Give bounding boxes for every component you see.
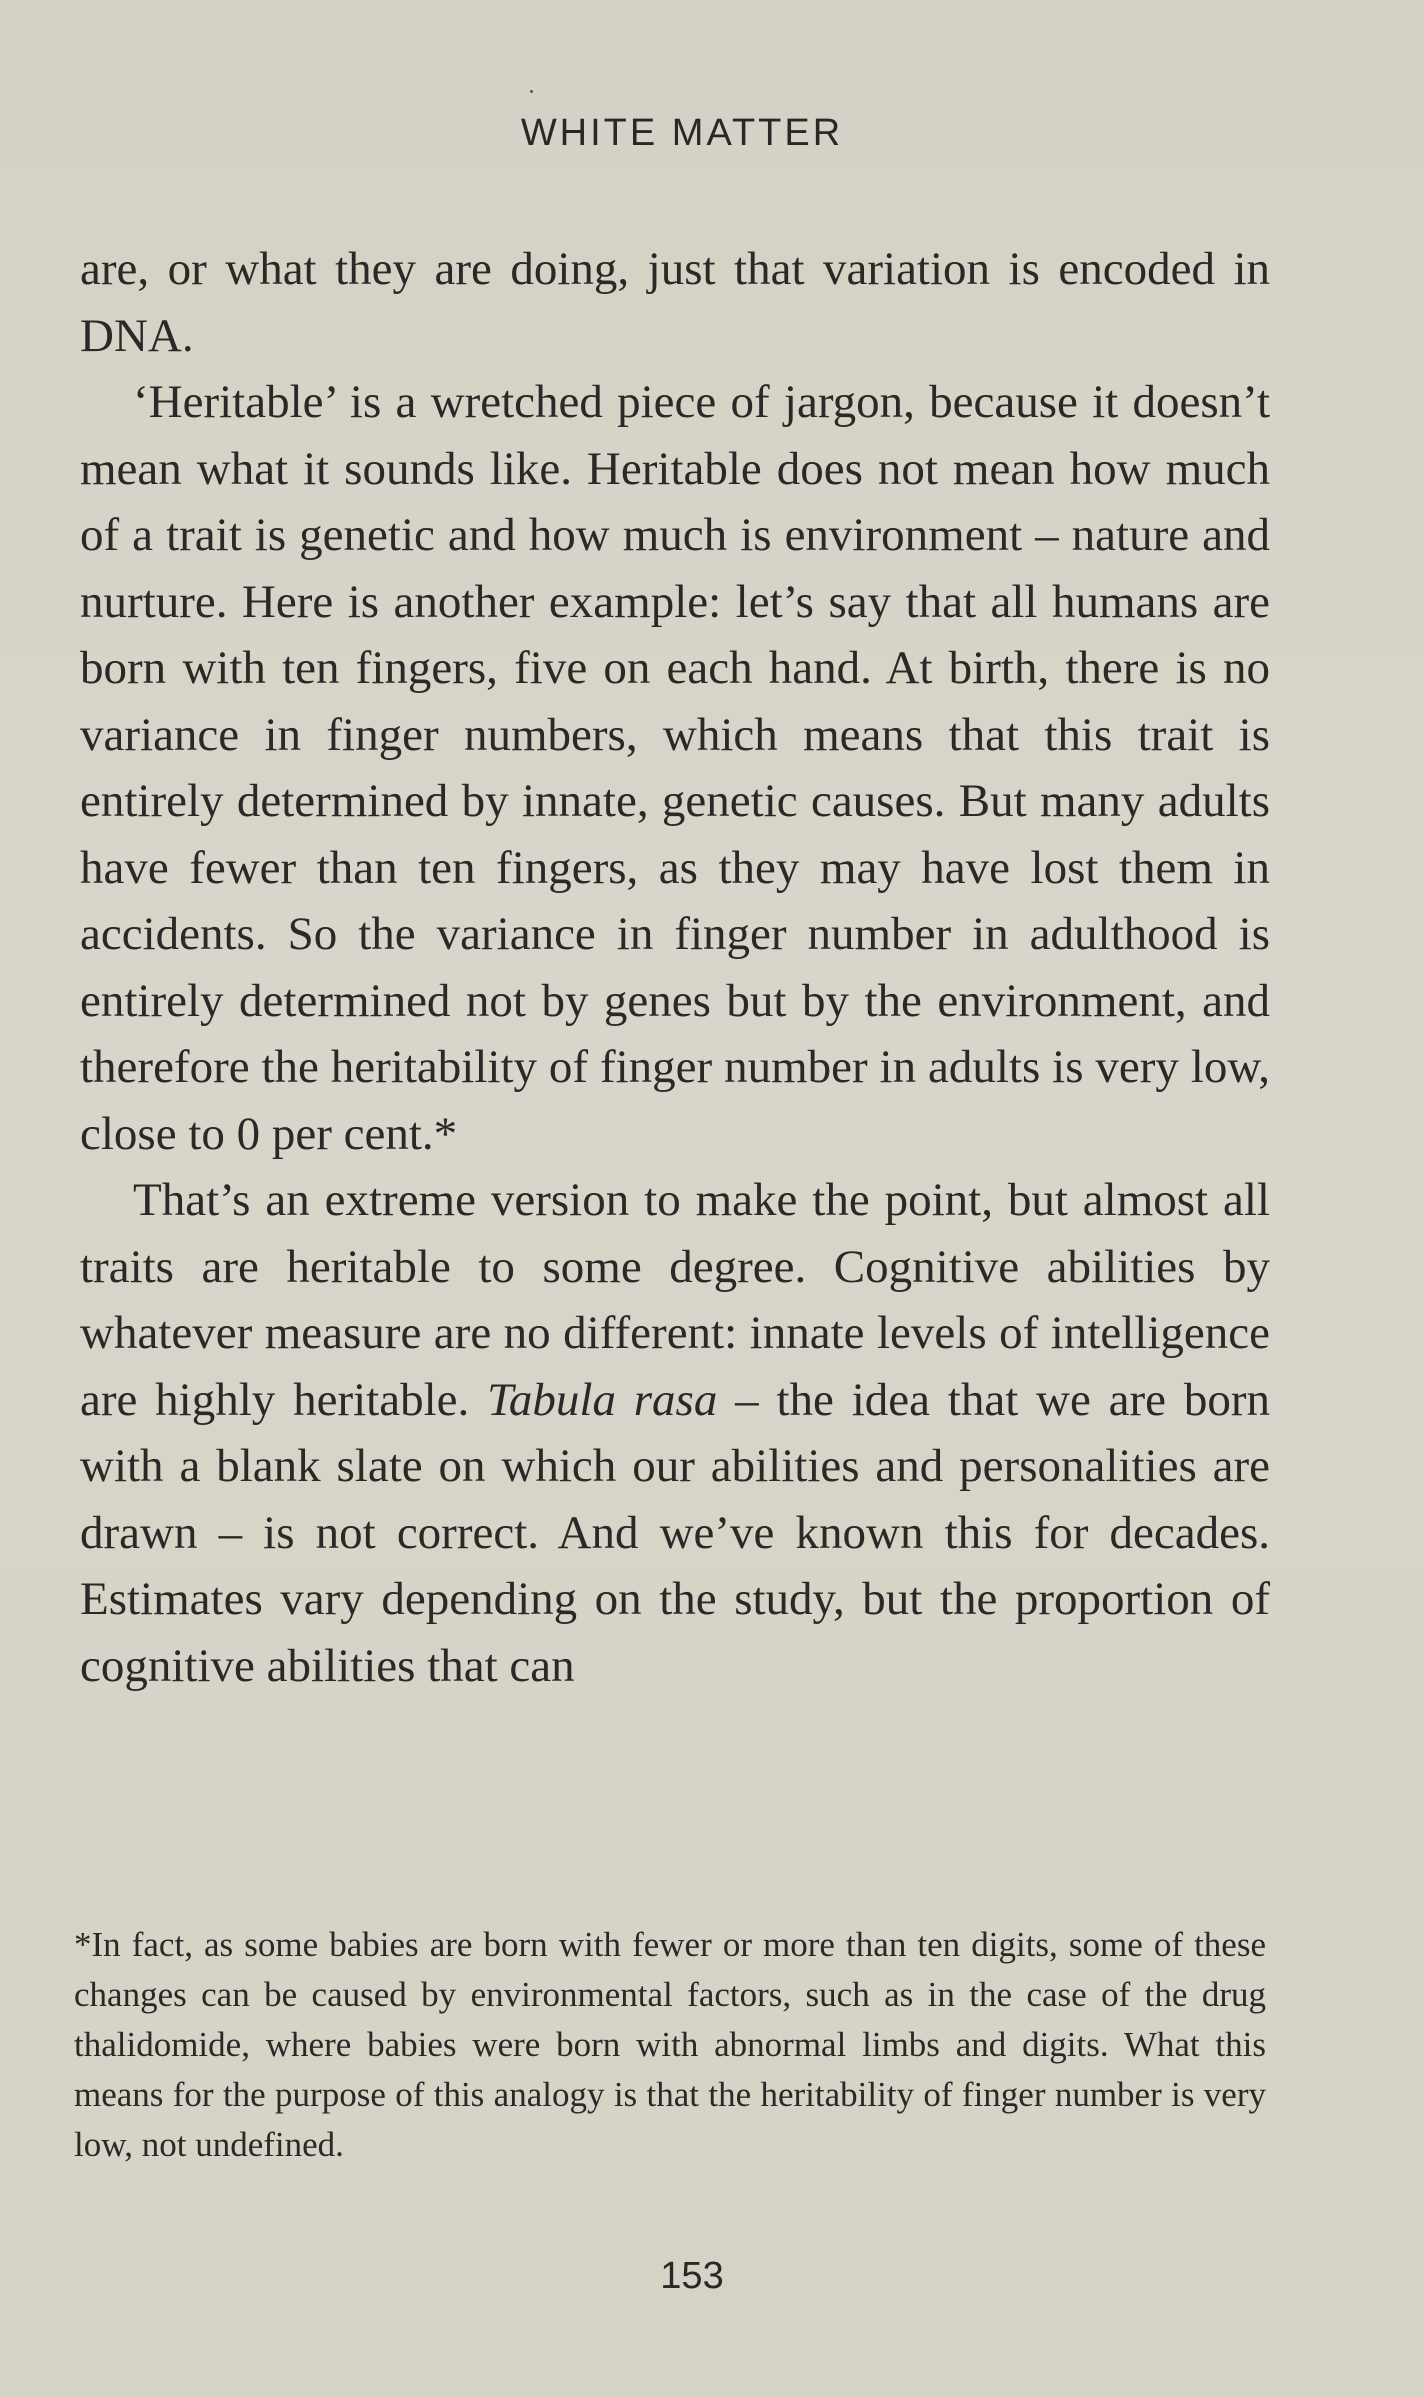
paragraph-continuation: are, or what they are doing, just that variation is encoded in DNA.	[80, 243, 1270, 362]
paragraph-tabula-rasa-start: That’s an extreme version to make the point, but almost all traits are heritable to some degree. Cognitive abilities by whatever measure are no different: innate levels of intelligence are highly heritable.	[80, 1174, 1270, 1426]
footnote	[74, 1920, 1266, 2170]
header-dot	[530, 90, 533, 93]
paragraph-heritable: ‘Heritable’ is a wretched piece of jargon, because it doesn’t mean what it sounds like. Heritable does not mean how much of a trait is genetic and how much is environment – nature and nurture. Here is another example: let’s say that all humans are born with ten fingers, five on each hand. At birth, there is no variance in finger numbers, which means that this trait is entirely determined by innate, genetic causes. But many adults have fewer than ten fingers, as they may have lost them in accidents. So the variance in finger number in adulthood is entirely determined not by genes but by the environment, and therefore the heritability of finger number in adults is very low, close to 0 per cent.*	[80, 376, 1270, 1160]
footnote-text: *In fact, as some babies are born with fewer or more than ten digits, some of these changes can be caused by environmental factors, such as in the case of the drug thalidomide, where babies were born with abnormal limbs and digits. What this means for the purpose of this analogy is that the heritability of finger number is very low, not undefined.	[74, 1925, 1266, 2164]
paragraph-tabula-rasa-end: – the idea that we are born with a blank slate on which our abilities and personalities are drawn – is not correct. And we’ve known this for decades. Estimates vary depending on the study, but the proportion of cognitive abilities that can	[80, 1373, 1271, 1692]
body-text	[80, 236, 1270, 1699]
page-number: 153	[660, 2255, 724, 2297]
paragraph-tabula-rasa	[80, 1167, 1270, 1699]
italic-term: Tabula rasa	[487, 1373, 718, 1426]
running-head: WHITE MATTER	[520, 112, 844, 154]
